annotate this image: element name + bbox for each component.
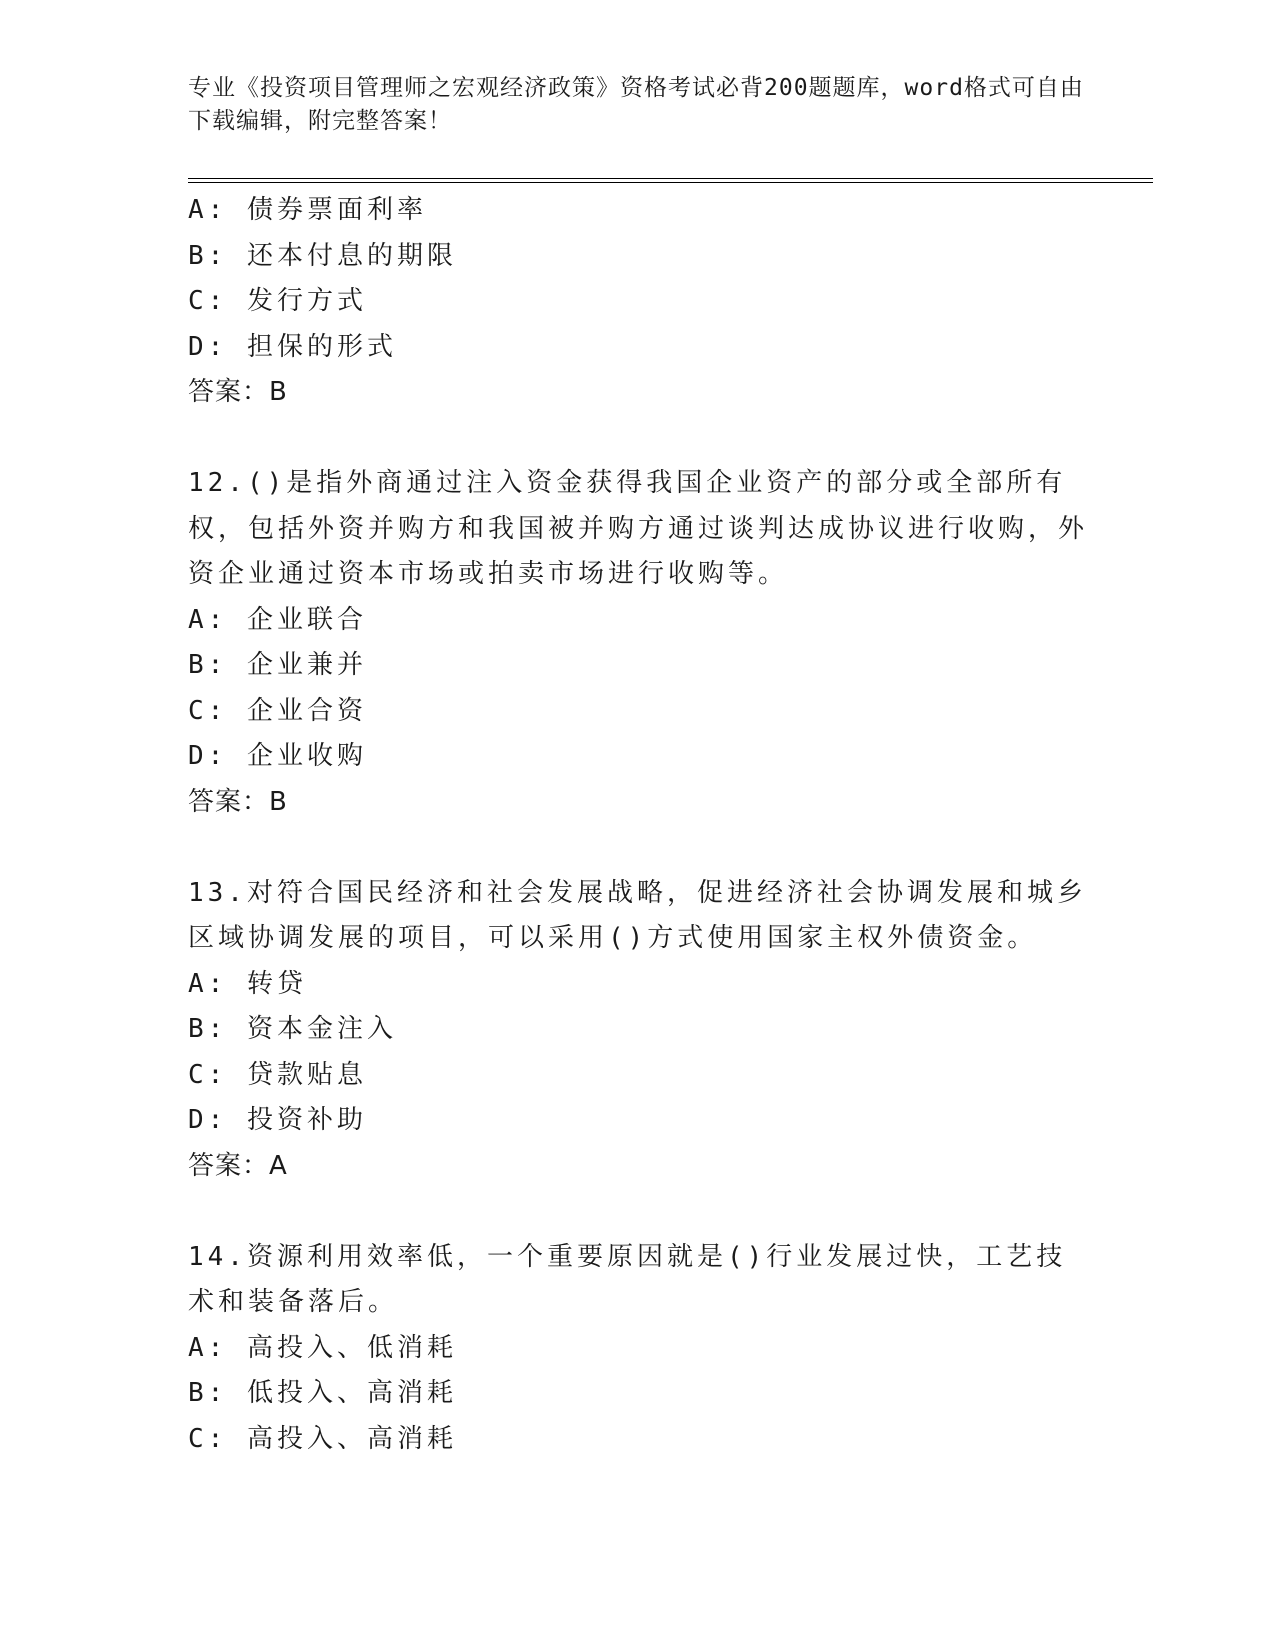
- option-a: A: 债券票面利率: [188, 195, 427, 225]
- answer: 答案：A: [188, 1150, 288, 1181]
- question-list: [188, 188, 1088, 1462]
- question-12: [188, 461, 1088, 825]
- header-divider: [188, 178, 1153, 183]
- question-11: [188, 188, 1088, 416]
- question-text: 12.()是指外商通过注入资金获得我国企业资产的部分或全部所有权，包括外资并购方和我国被并购方通过谈判达成协议进行收购，外资企业通过资本市场或拍卖市场进行收购等。: [188, 468, 1089, 589]
- option-c: C: 发行方式: [188, 286, 367, 316]
- option-d: D: 投资补助: [188, 1105, 367, 1135]
- question-text: 14.资源利用效率低，一个重要原因就是()行业发展过快，工艺技术和装备落后。: [188, 1241, 1067, 1317]
- option-a: A: 高投入、低消耗: [188, 1332, 457, 1363]
- option-c: C: 企业合资: [188, 695, 367, 726]
- option-a: A: 转贷: [188, 968, 307, 999]
- document-header: 专业《投资项目管理师之宏观经济政策》资格考试必背200题题库，word格式可自由下载编辑，附完整答案！: [188, 75, 1084, 134]
- answer: 答案：B: [188, 377, 288, 407]
- question-text: 13.对符合国民经济和社会发展战略，促进经济社会协调发展和城乡区域协调发展的项目，可以采用()方式使用国家主权外债资金。: [188, 877, 1087, 953]
- option-a: A: 企业联合: [188, 604, 367, 635]
- option-c: C: 贷款贴息: [188, 1059, 367, 1090]
- question-13: [188, 871, 1088, 1190]
- option-c: C: 高投入、高消耗: [188, 1423, 457, 1454]
- question-14: [188, 1235, 1088, 1463]
- option-b: B: 企业兼并: [188, 650, 367, 680]
- spacer: [188, 825, 1088, 871]
- option-d: D: 企业收购: [188, 741, 367, 771]
- answer: 答案：B: [188, 786, 288, 817]
- spacer: [188, 416, 1088, 462]
- spacer: [188, 1189, 1088, 1235]
- option-b: B: 资本金注入: [188, 1014, 397, 1044]
- option-b: B: 低投入、高消耗: [188, 1378, 457, 1408]
- option-b: B: 还本付息的期限: [188, 240, 457, 271]
- option-d: D: 担保的形式: [188, 331, 397, 362]
